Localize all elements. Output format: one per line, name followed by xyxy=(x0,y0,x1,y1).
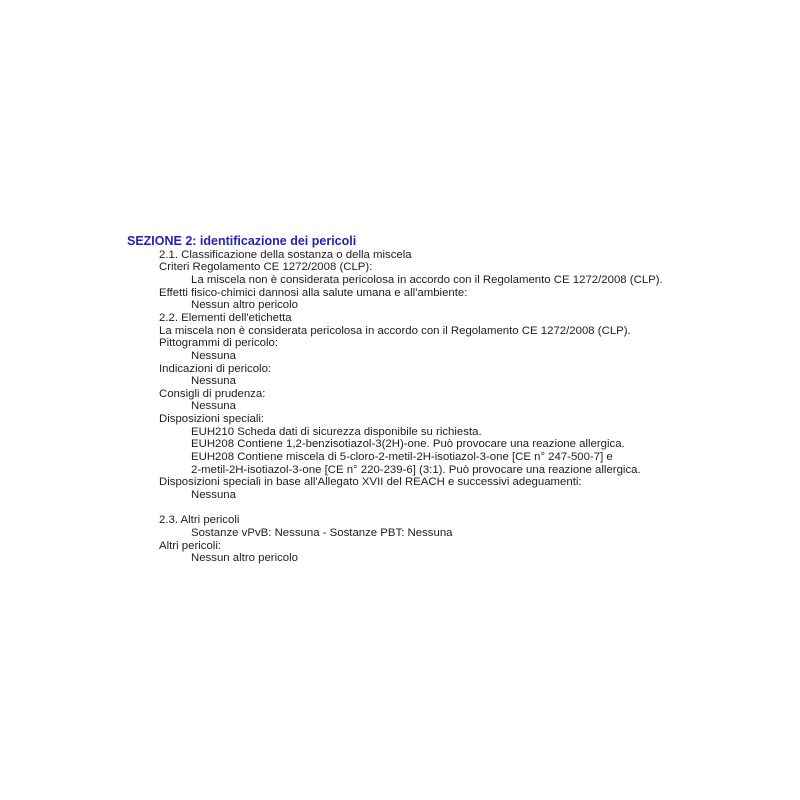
blank-line xyxy=(0,502,800,515)
hazard-statements-value: Nessuna xyxy=(191,375,236,388)
precautionary-statements-value: Nessuna xyxy=(191,400,236,413)
section-title: SEZIONE 2: identificazione dei pericoli xyxy=(127,234,357,248)
subsection-2-1-heading: 2.1. Classificazione della sostanza o della miscela xyxy=(159,248,412,261)
special-provision-line: EUH208 Contiene miscela di 5-cloro-2-metil-2H-isotiazol-3-one [CE n° 247-500-7] e xyxy=(191,451,613,464)
reach-provisions-value: Nessuna xyxy=(191,489,236,502)
label-elements-statement: La miscela non è considerata pericolosa in accordo con il Regolamento CE 1272/2008 (CLP). xyxy=(159,324,631,337)
clp-criteria-value: La miscela non è considerata pericolosa in accordo con il Regolamento CE 1272/2008 (CLP). xyxy=(191,273,663,286)
other-hazards-label: Altri pericoli: xyxy=(159,539,222,552)
physchem-effects-value: Nessun altro pericolo xyxy=(191,299,298,312)
vpvb-pbt-value: Sostanze vPvB: Nessuna - Sostanze PBT: Nessuna xyxy=(191,527,453,540)
reach-provisions-label: Disposizioni speciali in base all'Allegato XVII del REACH e successivi adeguamenti: xyxy=(159,476,582,489)
physchem-effects-label: Effetti fisico-chimici dannosi alla salute umana e all'ambiente: xyxy=(159,286,468,299)
special-provision-line: EUH208 Contiene 1,2-benzisotiazol-3(2H)-one. Può provocare una reazione allergica. xyxy=(191,438,625,451)
subsection-2-2-heading: 2.2. Elementi dell'etichetta xyxy=(159,311,292,324)
clp-criteria-label: Criteri Regolamento CE 1272/2008 (CLP): xyxy=(159,261,373,274)
section-2 xyxy=(0,234,800,565)
subsection-2-3-heading: 2.3. Altri pericoli xyxy=(159,514,240,527)
special-provision-line: EUH210 Scheda dati di sicurezza disponibile su richiesta. xyxy=(191,425,482,438)
pictograms-value: Nessuna xyxy=(191,349,236,362)
hazard-statements-label: Indicazioni di pericolo: xyxy=(159,362,272,375)
pictograms-label: Pittogrammi di pericolo: xyxy=(159,337,279,350)
other-hazards-value: Nessun altro pericolo xyxy=(191,552,298,565)
precautionary-statements-label: Consigli di prudenza: xyxy=(159,387,266,400)
special-provisions-label: Disposizioni speciali: xyxy=(159,413,265,426)
special-provision-line: 2-metil-2H-isotiazol-3-one [CE n° 220-239-6] (3:1). Può provocare una reazione allergica. xyxy=(191,463,641,476)
